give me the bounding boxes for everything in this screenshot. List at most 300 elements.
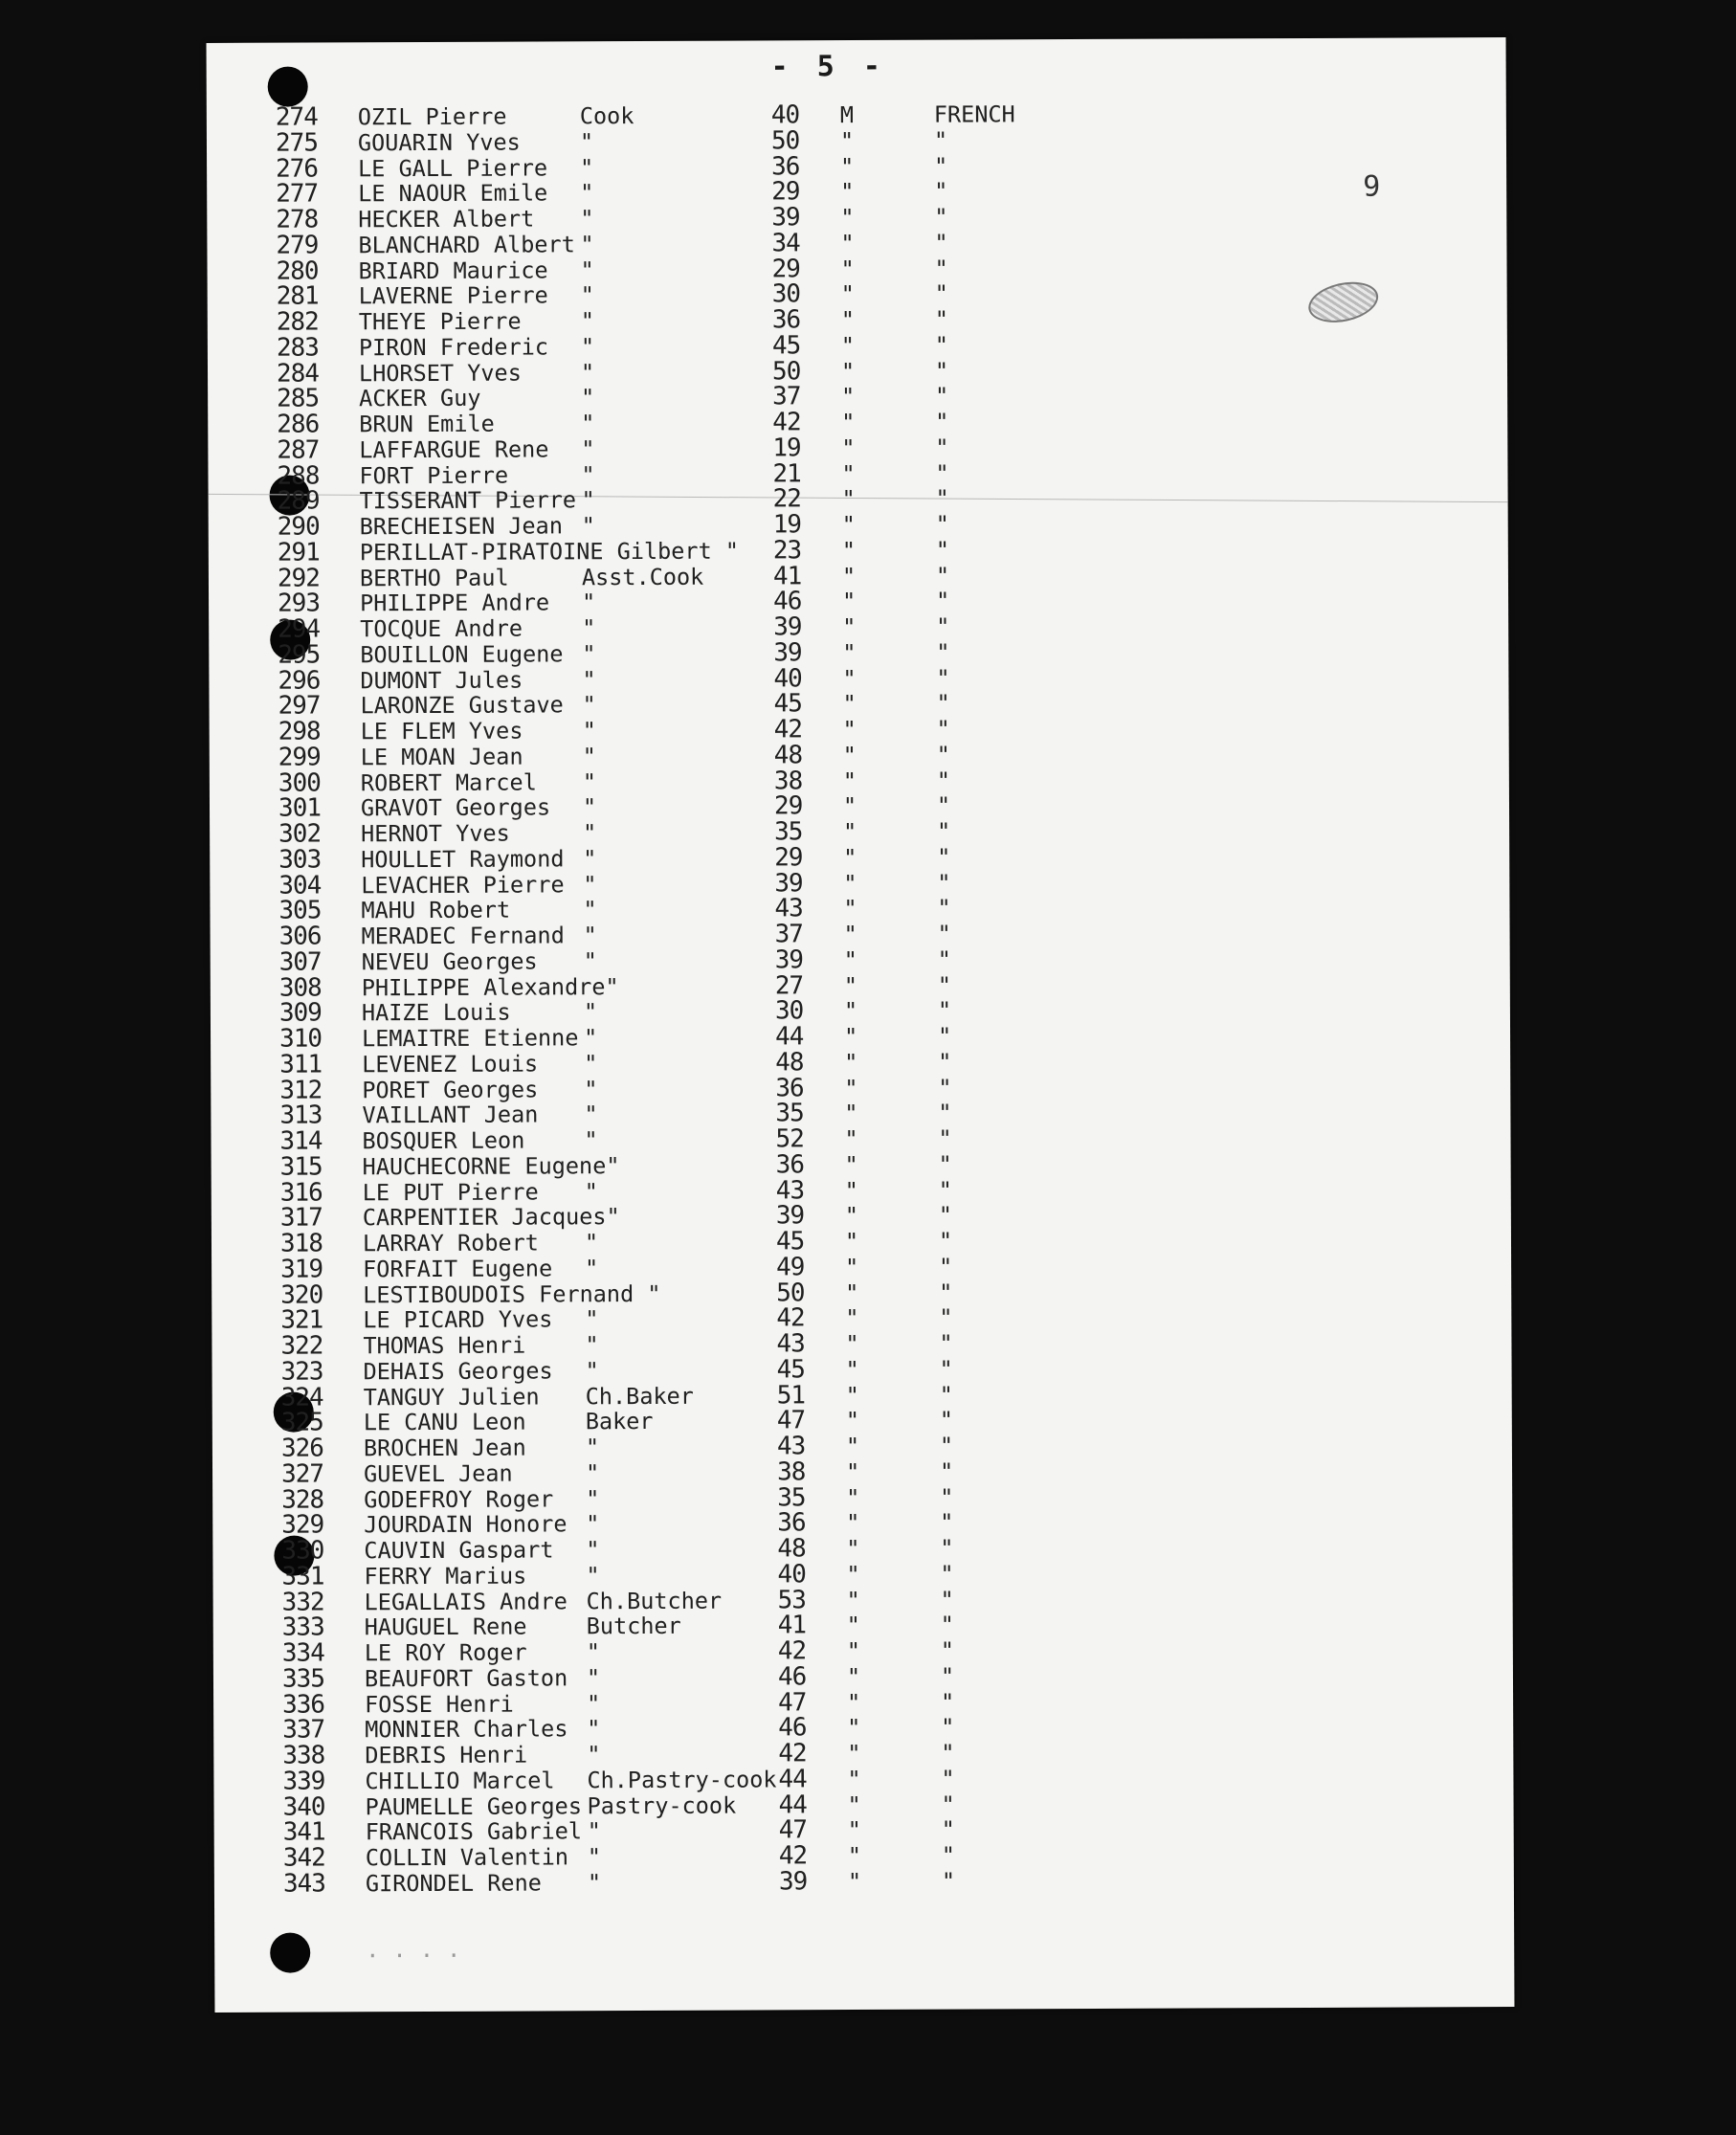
nationality: ": [934, 255, 948, 282]
occupation: ": [579, 127, 594, 156]
sex: ": [842, 716, 857, 744]
crew-name: ACKER Guy: [359, 384, 481, 412]
occupation: ": [583, 844, 597, 873]
sex: ": [841, 409, 856, 436]
age: 38: [773, 766, 803, 795]
entry-number: 317: [279, 1203, 323, 1233]
age: 39: [773, 638, 802, 668]
entry-number: 301: [278, 793, 322, 823]
crew-name: GRAVOT Georges: [360, 793, 551, 822]
age: 44: [778, 1765, 807, 1794]
entry-number: 290: [277, 512, 320, 542]
nationality: ": [938, 1150, 952, 1178]
occupation: ": [585, 1434, 600, 1461]
occupation: ": [583, 896, 597, 923]
crew-name: DUMONT Jules: [360, 666, 523, 694]
sex: ": [847, 1867, 862, 1895]
entry-number: 300: [278, 767, 321, 798]
entry-number: 297: [278, 691, 321, 721]
sex: ": [843, 869, 857, 897]
age: 29: [771, 177, 800, 207]
nationality: ": [935, 536, 950, 564]
sex: ": [845, 1407, 860, 1434]
occupation: ": [582, 742, 596, 770]
crew-name: LE GALL Pierre: [358, 153, 548, 182]
sex: ": [842, 664, 857, 692]
age: 30: [774, 996, 804, 1026]
entry-number: 280: [276, 256, 319, 286]
occupation: ": [584, 1101, 598, 1128]
sex: ": [847, 1688, 861, 1716]
entry-number: 293: [278, 589, 321, 618]
nationality: ": [940, 1611, 954, 1638]
entry-number: 334: [281, 1638, 324, 1668]
crew-name: HAIZE Louis: [361, 998, 511, 1027]
occupation: ": [584, 1126, 598, 1154]
age: 50: [771, 356, 801, 386]
crew-name: COLLIN Valentin: [365, 1843, 569, 1872]
occupation: ": [581, 384, 595, 411]
sex: ": [845, 1433, 860, 1460]
nationality: ": [937, 920, 951, 947]
sex: ": [840, 152, 855, 180]
crew-name: GUEVEL Jean: [363, 1459, 513, 1488]
nationality: ": [937, 996, 952, 1024]
nationality: ": [935, 408, 949, 435]
nationality: ": [937, 869, 951, 897]
occupation: ": [584, 1229, 599, 1257]
nationality: ": [939, 1457, 954, 1485]
crew-name: THEYE Pierre: [358, 307, 522, 336]
entry-number: 279: [276, 231, 319, 260]
sex: ": [842, 767, 857, 794]
age: 39: [774, 945, 804, 975]
crew-name: BOUILLON Eugene: [360, 640, 564, 669]
sex: ": [846, 1535, 860, 1563]
sex: ": [847, 1842, 862, 1870]
age: 47: [778, 1815, 808, 1845]
age: 51: [776, 1380, 806, 1410]
age: 30: [771, 279, 801, 309]
nationality: ": [938, 1124, 952, 1152]
sex: ": [846, 1509, 860, 1537]
occupation: ": [586, 1638, 601, 1666]
sex: ": [842, 792, 857, 820]
crew-name: BERTHO Paul: [359, 564, 509, 591]
age: 19: [772, 434, 801, 463]
sex: ": [845, 1457, 860, 1485]
crew-name: FOSSE Henri: [365, 1690, 514, 1718]
sex: ": [841, 485, 856, 513]
entry-number: 329: [281, 1510, 324, 1540]
sex: ": [840, 331, 856, 359]
nationality: ": [937, 843, 951, 871]
age: 35: [775, 1099, 804, 1128]
entry-number: 323: [280, 1357, 323, 1387]
entry-number: 286: [277, 410, 320, 439]
nationality: ": [933, 126, 948, 154]
entry-number: 307: [278, 947, 322, 977]
age: 36: [775, 1073, 804, 1102]
crew-name: BRECHEISEN Jean: [359, 512, 564, 541]
entry-number: 289: [277, 486, 320, 516]
age: 47: [778, 1687, 807, 1717]
sex: ": [845, 1330, 859, 1358]
age: 45: [775, 1227, 805, 1257]
crew-name: BRIARD Maurice: [358, 256, 548, 284]
occupation: ": [584, 1049, 598, 1078]
entry-number: 306: [278, 922, 322, 951]
age: 42: [777, 1636, 807, 1666]
age: 48: [775, 1048, 804, 1078]
nationality: ": [940, 1560, 954, 1588]
entry-number: 274: [275, 102, 318, 132]
entry-number: 308: [278, 972, 322, 1003]
entry-number: 327: [280, 1459, 324, 1489]
sex: ": [847, 1740, 861, 1768]
sex: ": [841, 459, 856, 487]
entry-number: 287: [277, 435, 320, 465]
sex: ": [846, 1483, 860, 1511]
entry-number: 339: [282, 1767, 325, 1796]
entry-number: 315: [279, 1152, 323, 1182]
age: 36: [775, 1150, 805, 1180]
crew-name: TOCQUE Andre: [360, 614, 523, 643]
sex: ": [844, 1150, 858, 1178]
sex: ": [844, 1202, 859, 1230]
entry-number: 333: [281, 1612, 324, 1642]
occupation: ": [580, 179, 594, 207]
nationality: ": [938, 1227, 953, 1255]
sex: ": [843, 818, 857, 846]
entry-number: 288: [277, 460, 320, 491]
sex: ": [843, 1023, 858, 1051]
nationality: ": [940, 1534, 954, 1562]
age: 47: [776, 1406, 806, 1435]
occupation: ": [580, 281, 594, 309]
entry-number: 320: [280, 1279, 323, 1310]
sex: ": [847, 1816, 861, 1844]
occupation: Asst.Cook: [581, 563, 704, 590]
entry-number: 318: [279, 1229, 323, 1258]
sex: ": [841, 511, 856, 539]
sex: ": [846, 1586, 860, 1613]
nationality: ": [941, 1841, 956, 1869]
occupation: ": [582, 717, 596, 745]
entry-number: 296: [278, 665, 321, 696]
entry-number: 338: [282, 1741, 325, 1770]
sex: ": [842, 588, 857, 615]
sex: ": [845, 1253, 859, 1280]
entry-number: 340: [282, 1791, 325, 1822]
occupation: ": [580, 332, 595, 361]
entry-number: 311: [279, 1050, 323, 1079]
sex: ": [840, 255, 855, 282]
occupation: ": [587, 1843, 602, 1871]
crew-name: LE MOAN Jean: [360, 743, 523, 771]
occupation: ": [586, 1510, 600, 1538]
entry-number: 314: [279, 1126, 323, 1156]
nationality: ": [938, 1176, 952, 1204]
sex: ": [842, 638, 857, 666]
entry-number: 284: [276, 358, 320, 389]
sex: ": [843, 921, 857, 948]
nationality: ": [940, 1508, 954, 1536]
occupation: ": [580, 153, 594, 181]
crew-name: LEMAITRE Etienne: [361, 1024, 579, 1053]
nationality: ": [939, 1303, 953, 1331]
crew-name: LE ROY Roger: [364, 1638, 527, 1667]
crew-name: PORET Georges: [362, 1075, 539, 1103]
entry-number: 331: [281, 1562, 324, 1591]
crew-name: LESTIBOUDOIS Fernand ": [363, 1279, 661, 1308]
occupation: Cook: [579, 102, 634, 130]
occupation: ": [586, 1561, 600, 1590]
occupation: ": [582, 793, 597, 821]
occupation: ": [583, 922, 597, 949]
entry-number: 277: [276, 179, 319, 209]
nationality: ": [935, 562, 950, 589]
entry-number: 325: [280, 1408, 323, 1437]
nationality: ": [934, 229, 948, 256]
sex: ": [840, 280, 855, 308]
crew-name: HOULLET Raymond: [361, 845, 565, 874]
entry-number: 319: [280, 1255, 323, 1284]
nationality: ": [939, 1253, 953, 1280]
age: 48: [773, 741, 803, 770]
nationality: ": [936, 587, 950, 614]
entry-number: 328: [281, 1484, 324, 1515]
sex: ": [842, 690, 857, 718]
entry-number: 336: [282, 1689, 325, 1720]
sex: ": [843, 971, 858, 999]
crew-name: HAUCHECORNE Eugene": [362, 1151, 620, 1181]
age: 39: [775, 1201, 805, 1231]
occupation: Baker: [585, 1408, 654, 1435]
list-item: [214, 1866, 1514, 1898]
age: 40: [777, 1560, 806, 1590]
sex: ": [840, 204, 855, 232]
age: 37: [772, 382, 801, 411]
occupation: ": [583, 1024, 598, 1052]
age: 38: [776, 1457, 806, 1487]
crew-name: PAUMELLE Georges: [365, 1791, 582, 1820]
sex: ": [843, 895, 857, 923]
sex: ": [847, 1790, 861, 1818]
sex: ": [847, 1714, 861, 1742]
sex: ": [841, 562, 857, 589]
nationality: ": [939, 1406, 954, 1434]
age: 48: [777, 1534, 806, 1564]
sex: ": [841, 383, 856, 411]
page-number: - 5 -: [770, 49, 887, 84]
entry-number: 285: [277, 384, 320, 413]
sex: ": [844, 1228, 859, 1256]
entry-number: 275: [275, 128, 319, 158]
entry-number: 326: [280, 1434, 323, 1463]
crew-name: LARONZE Gustave: [360, 691, 564, 720]
crew-name: TANGUY Julien: [363, 1382, 540, 1411]
age: 45: [773, 689, 802, 719]
nationality: ": [941, 1790, 955, 1818]
entry-number: 313: [279, 1101, 323, 1130]
nationality: ": [936, 791, 951, 819]
sex: ": [845, 1355, 859, 1383]
nationality: ": [939, 1432, 954, 1459]
crew-name: JOURDAIN Honore: [364, 1510, 568, 1539]
age: 43: [776, 1432, 806, 1461]
nationality: ": [939, 1355, 953, 1383]
crew-name: BOSQUER Leon: [362, 1126, 525, 1155]
age: 21: [772, 458, 801, 488]
age: 39: [778, 1867, 808, 1897]
entry-number: 312: [279, 1075, 323, 1105]
nationality: ": [936, 612, 950, 640]
age: 42: [778, 1841, 808, 1871]
crew-name: LE CANU Leon: [363, 1408, 526, 1436]
age: 39: [773, 612, 802, 642]
nationality: ": [935, 382, 949, 410]
sex: ": [845, 1279, 859, 1306]
occupation: ": [582, 665, 596, 693]
nationality: ": [939, 1329, 953, 1357]
crew-name: VAILLANT Jean: [362, 1101, 539, 1129]
entry-number: 281: [276, 281, 319, 311]
age: 36: [771, 305, 801, 335]
sex: ": [843, 997, 858, 1025]
crew-name: OZIL Pierre: [357, 102, 507, 131]
nationality: ": [940, 1586, 954, 1613]
occupation: ": [585, 1331, 599, 1359]
crew-name: BLANCHARD Albert: [358, 231, 575, 259]
occupation: ": [586, 1536, 600, 1564]
crew-name: PERILLAT-PIRATOINE Gilbert ": [359, 537, 740, 567]
age: 22: [772, 484, 801, 514]
nationality: ": [940, 1636, 955, 1664]
occupation: ": [585, 1458, 600, 1487]
nationality: ": [935, 510, 949, 538]
entry-number: 278: [276, 205, 319, 234]
crew-name: GOUARIN Yves: [357, 128, 521, 157]
occupation: ": [587, 1817, 601, 1845]
crew-name: LHORSET Yves: [358, 359, 522, 387]
age: 39: [771, 203, 800, 233]
sex: ": [844, 1125, 858, 1153]
crew-name: MONNIER Charles: [365, 1715, 568, 1744]
occupation: ": [580, 256, 594, 283]
entry-number: 298: [278, 717, 321, 746]
occupation: ": [585, 1305, 599, 1333]
crew-name: MERADEC Fernand: [361, 922, 565, 950]
age: 35: [774, 817, 803, 847]
sex: M: [839, 101, 855, 129]
occupation: ": [586, 1663, 601, 1692]
age: 43: [774, 894, 803, 923]
entry-number: 341: [282, 1817, 325, 1847]
sex: ": [840, 229, 855, 256]
nationality: ": [941, 1688, 955, 1716]
occupation: Butcher: [586, 1612, 681, 1640]
sex: ": [843, 945, 857, 973]
entry-number: 294: [278, 614, 321, 644]
sex: ": [842, 613, 857, 641]
occupation: ": [584, 1177, 598, 1205]
occupation: ": [587, 1868, 602, 1897]
crew-name: HAUGUEL Rene: [364, 1612, 527, 1641]
entry-number: 343: [282, 1869, 325, 1899]
occupation: Ch.Baker: [585, 1382, 694, 1410]
crew-name: CAUVIN Gaspart: [364, 1536, 554, 1565]
crew-name: FERRY Marius: [364, 1562, 527, 1590]
occupation: ": [585, 1254, 599, 1282]
entry-number: 305: [278, 896, 322, 925]
crew-name: CARPENTIER Jacques": [362, 1203, 620, 1232]
age: 41: [772, 561, 802, 590]
nationality: ": [941, 1739, 955, 1767]
crew-name: LARRAY Robert: [362, 1229, 539, 1257]
nationality: ": [934, 203, 948, 231]
crew-name: THOMAS Henri: [363, 1331, 526, 1360]
entry-number: 342: [282, 1843, 325, 1873]
crew-name: NEVEU Georges: [361, 947, 538, 976]
crew-name: DEHAIS Georges: [363, 1357, 553, 1386]
age: 39: [774, 868, 803, 898]
age: 49: [776, 1253, 805, 1282]
entry-number: 304: [278, 870, 322, 901]
sex: ": [842, 741, 857, 768]
occupation: ": [580, 205, 594, 233]
occupation: ": [583, 946, 597, 975]
age: 50: [770, 126, 800, 156]
occupation: ": [581, 410, 595, 437]
entry-number: 299: [278, 743, 321, 772]
entry-number: 302: [278, 819, 322, 849]
age: 29: [773, 791, 803, 821]
nationality: ": [936, 664, 950, 692]
crew-name: PHILIPPE Andre: [360, 589, 550, 617]
age: 40: [770, 100, 800, 130]
occupation: ": [580, 307, 595, 335]
crew-name: PIRON Frederic: [358, 333, 549, 362]
sex: ": [845, 1381, 859, 1409]
crew-name: BROCHEN Jean: [363, 1434, 526, 1462]
nationality: ": [940, 1662, 955, 1690]
age: 36: [771, 151, 800, 181]
occupation: ": [583, 998, 598, 1026]
age: 50: [776, 1278, 805, 1307]
occupation: Ch.Pastry-cook: [587, 1766, 777, 1794]
nationality: ": [934, 305, 949, 333]
entry-number: 291: [277, 538, 320, 567]
nationality: ": [937, 971, 952, 999]
age: 35: [777, 1482, 806, 1512]
crew-name: HECKER Albert: [358, 205, 535, 234]
nationality: ": [938, 1048, 952, 1076]
occupation: ": [584, 1075, 598, 1102]
age: 45: [776, 1355, 805, 1385]
occupation: ": [582, 614, 596, 642]
entry-number: 321: [280, 1305, 323, 1335]
crew-name: ROBERT Marcel: [360, 767, 537, 796]
occupation: ": [580, 230, 594, 258]
age: 46: [773, 587, 802, 616]
punch-hole-icon: [268, 67, 308, 107]
nationality: ": [937, 894, 951, 922]
nationality: ": [936, 715, 950, 743]
age: 44: [774, 1022, 804, 1052]
entry-number: 322: [280, 1331, 323, 1361]
age: 41: [777, 1611, 807, 1640]
